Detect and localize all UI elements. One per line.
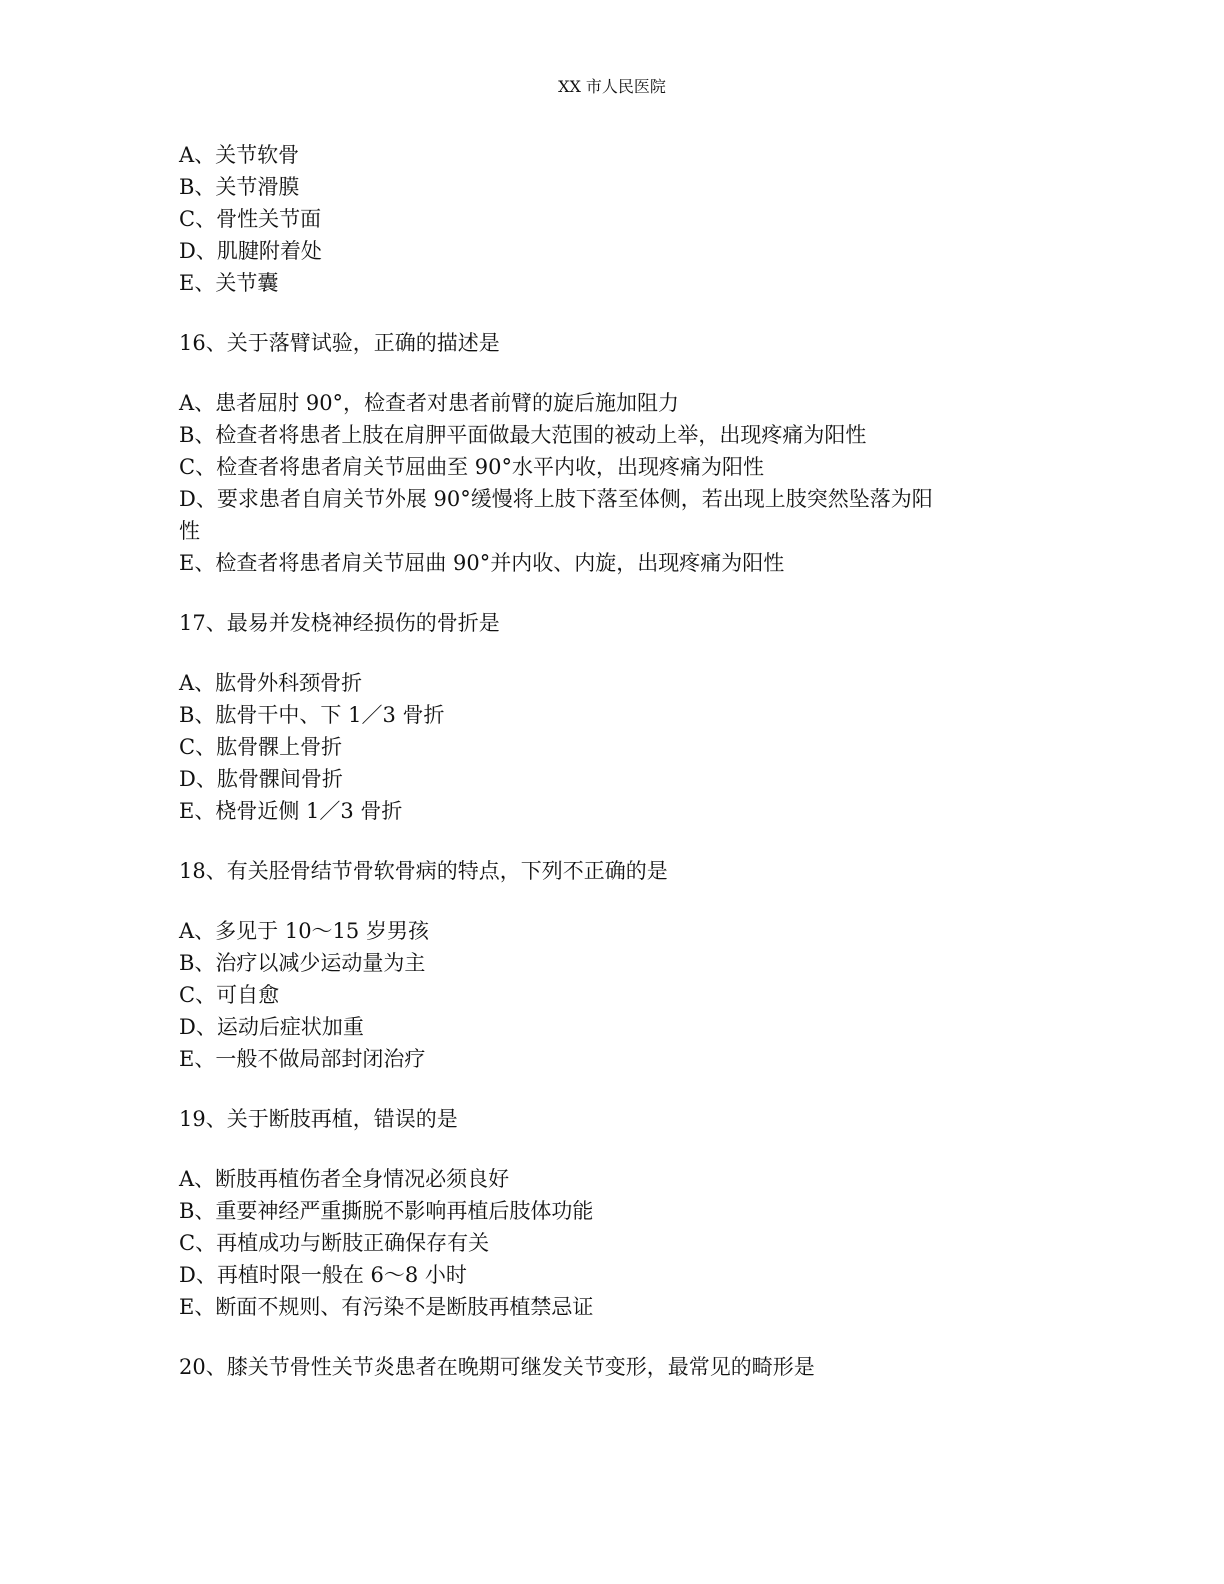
option-a: A、断肢再植伤者全身情况必须良好 — [179, 1167, 510, 1191]
option-b: B、关节滑膜 — [179, 175, 300, 199]
hospital-name: XX 市人民医院 — [558, 77, 666, 96]
question-19 — [179, 1103, 1039, 1323]
option-b: B、检查者将患者上肢在肩胛平面做最大范围的被动上举，出现疼痛为阳性 — [179, 423, 867, 447]
option-a: A、关节软骨 — [179, 143, 300, 167]
option-c: C、再植成功与断肢正确保存有关 — [179, 1231, 490, 1255]
option-d: D、再植时限一般在 6～8 小时 — [179, 1263, 467, 1287]
question-20 — [179, 1351, 1039, 1383]
option-e: E、断面不规则、有污染不是断肢再植禁忌证 — [179, 1295, 594, 1319]
option-b: B、肱骨干中、下 1／3 骨折 — [179, 703, 445, 727]
option-c: C、肱骨髁上骨折 — [179, 735, 343, 759]
option-c: C、骨性关节面 — [179, 207, 322, 231]
option-b: B、治疗以减少运动量为主 — [179, 951, 426, 975]
option-b: B、重要神经严重撕脱不影响再植后肢体功能 — [179, 1199, 594, 1223]
option-a: A、多见于 10～15 岁男孩 — [179, 919, 429, 943]
option-d: D、肱骨髁间骨折 — [179, 767, 343, 791]
question-17 — [179, 607, 1039, 827]
option-e: E、一般不做局部封闭治疗 — [179, 1047, 426, 1071]
option-e: E、桡骨近侧 1／3 骨折 — [179, 799, 403, 823]
option-e: E、检查者将患者肩关节屈曲 90°并内收、内旋，出现疼痛为阳性 — [179, 551, 785, 575]
question-stem: 17、最易并发桡神经损伤的骨折是 — [179, 611, 500, 635]
exam-content — [179, 139, 1039, 1411]
question-stem: 19、关于断肢再植，错误的是 — [179, 1107, 458, 1131]
question-stem: 20、膝关节骨性关节炎患者在晚期可继发关节变形，最常见的畸形是 — [179, 1355, 815, 1379]
option-e: E、关节囊 — [179, 271, 279, 295]
option-d-continued: 性 — [179, 519, 200, 543]
page-header — [0, 76, 1224, 98]
option-d: D、运动后症状加重 — [179, 1015, 364, 1039]
option-d: D、要求患者自肩关节外展 90°缓慢将上肢下落至体侧，若出现上肢突然坠落为阳 — [179, 487, 933, 511]
previous-question-options — [179, 139, 1039, 299]
option-a: A、肱骨外科颈骨折 — [179, 671, 363, 695]
option-d: D、肌腱附着处 — [179, 239, 322, 263]
option-c: C、可自愈 — [179, 983, 280, 1007]
option-c: C、检查者将患者肩关节屈曲至 90°水平内收，出现疼痛为阳性 — [179, 455, 764, 479]
question-16 — [179, 327, 1039, 579]
question-18 — [179, 855, 1039, 1075]
option-a: A、患者屈肘 90°，检查者对患者前臂的旋后施加阻力 — [179, 391, 680, 415]
question-stem: 16、关于落臂试验，正确的描述是 — [179, 331, 500, 355]
question-stem: 18、有关胫骨结节骨软骨病的特点，下列不正确的是 — [179, 859, 668, 883]
